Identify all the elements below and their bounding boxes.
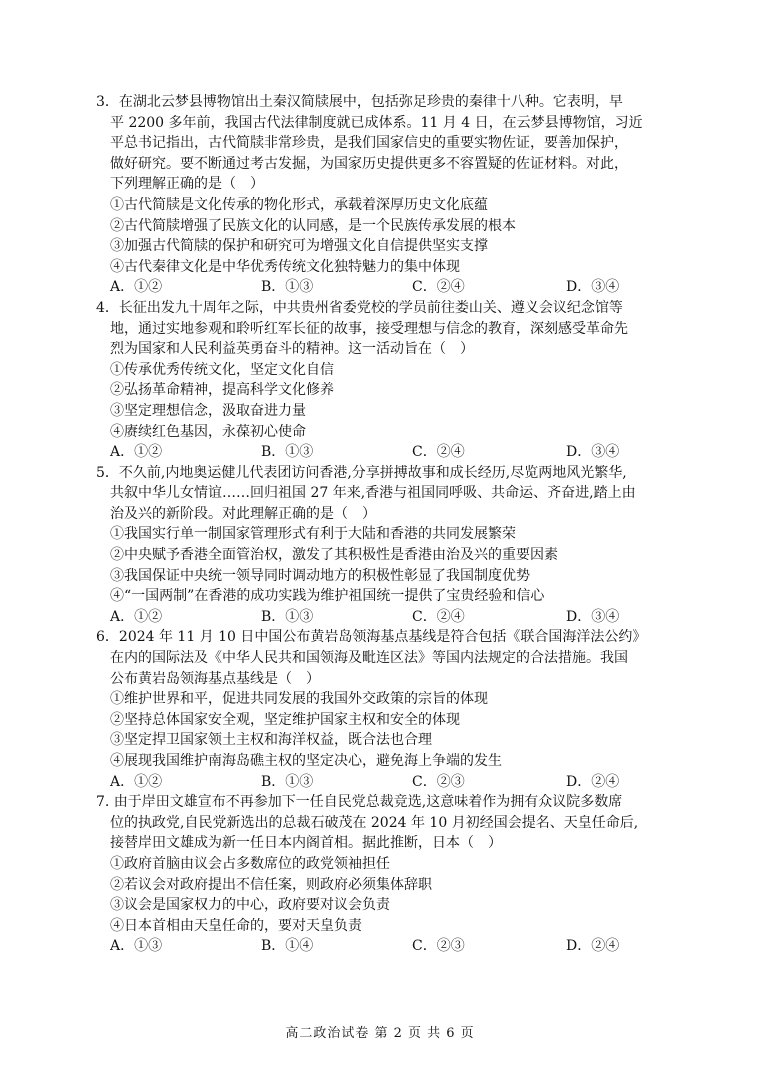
statement-option: ④“一国两制”在香港的成功实践为维护祖国统一提供了宝贵经验和信心 [110, 588, 545, 605]
statement-option: ③议会是国家权力的中心，政府要对议会负责 [110, 897, 390, 914]
choice-c: C．②④ [412, 444, 465, 461]
question-stem-line: 平总书记指出，古代简牍非常珍贵，是我们国家信史的重要实物佐证，要善加保护， [110, 135, 628, 152]
statement-option: ④日本首相由天皇任命的，要对天皇负责 [110, 917, 362, 934]
question-7 [96, 792, 688, 957]
choice-d: D．③④ [566, 608, 620, 625]
statement-option: ②弘扬革命精神，提高科学文化修养 [110, 382, 334, 399]
statement-option: ②中央赋予香港全面管治权，激发了其积极性是香港由治及兴的重要因素 [110, 547, 558, 564]
choice-b: B．①③ [261, 279, 314, 296]
statement-option: ③我国保证中央统一领导同时调动地方的积极性彰显了我国制度优势 [110, 567, 530, 584]
question-3 [96, 92, 688, 298]
choice-d: D．②④ [566, 773, 620, 790]
choice-b: B．①③ [261, 773, 314, 790]
question-stem-line: 平 2200 多年前，我国古代法律制度就已成体系。11 月 4 日，在云梦县博物馆，习近 [110, 114, 643, 131]
question-stem-line: 下列理解正确的是（ ） [110, 176, 264, 193]
choice-b: B．①③ [261, 444, 314, 461]
question-stem-line: 在内的国际法及《中华人民共和国领海及毗连区法》等国内法规定的合法措施。我国 [110, 650, 628, 667]
question-stem-line: 位的执政党,自民党新选出的总裁石破茂在 2024 年 10 月初经国会提名、天皇任命后, [110, 814, 639, 831]
question-stem-line: 4．长征出发九十周年之际，中共贵州省委党校的学员前往娄山关、遵义会议纪念馆等 [96, 299, 623, 316]
choice-a: A．①② [110, 444, 163, 461]
statement-option: ④赓续红色基因，永葆初心使命 [110, 423, 306, 440]
statement-option: ④展现我国维护南海岛礁主权的坚定决心，避免海上争端的发生 [110, 753, 502, 769]
statement-option: ②若议会对政府提出不信任案，则政府必须集体辞职 [110, 876, 432, 893]
choice-c: C．②③ [412, 938, 465, 955]
question-stem-line: 共叙中华儿女情谊……回归祖国 27 年来,香港与祖国同呼吸、共命运、齐奋进,踏上由 [110, 485, 636, 502]
statement-option: ①传承优秀传统文化，坚定文化自信 [110, 361, 334, 378]
statement-option: ④古代秦律文化是中华优秀传统文化独特魅力的集中体现 [110, 258, 460, 275]
answer-choices [96, 772, 688, 793]
choice-c: C．②④ [412, 279, 465, 296]
question-6 [96, 627, 688, 792]
question-stem-line: 公布黄岩岛领海基点基线是（ ） [110, 670, 320, 687]
answer-choices [96, 442, 688, 463]
statement-option: ②古代简牍增强了民族文化的认同感，是一个民族传承发展的根本 [110, 217, 516, 234]
page-footer: 高二政治试卷 第 2 页 共 6 页 [285, 1026, 475, 1041]
choice-d: D．③④ [566, 444, 620, 461]
statement-option: ①政府首脑由议会占多数席位的政党领袖担任 [110, 855, 390, 872]
choice-d: D．③④ [566, 279, 620, 296]
question-5 [96, 463, 688, 628]
choice-b: B．①③ [261, 608, 314, 625]
question-stem-line: 接替岸田文雄成为新一任日本内阁首相。据此推断，日本（ ） [110, 835, 502, 852]
questions-area [96, 92, 688, 957]
answer-choices [96, 277, 688, 298]
question-stem-line: 做好研究。要不断通过考古发掘，为国家历史提供更多不容置疑的佐证材料。对此， [110, 155, 628, 172]
question-stem-line: 3．在湖北云梦县博物馆出土秦汉简牍展中，包括弥足珍贵的秦律十八种。它表明，早 [96, 94, 623, 110]
question-stem-line: 治及兴的新阶段。对此理解正确的是（ ） [110, 505, 376, 522]
statement-option: ①古代简牍是文化传承的物化形式，承载着深厚历史文化底蕴 [110, 196, 488, 213]
question-stem-line: 6．2024 年 11 月 10 日中国公布黄岩岛领海基点基线是符合包括《联合国海洋法公约》 [96, 629, 647, 646]
choice-a: A．①② [110, 608, 163, 625]
statement-option: ①维护世界和平，促进共同发展的我国外交政策的宗旨的体现 [110, 691, 488, 708]
choice-b: B．①④ [261, 938, 314, 955]
choice-c: C．②③ [412, 773, 465, 790]
choice-a: A．①③ [110, 938, 163, 955]
question-stem-line: 地，通过实地参观和聆听红军长征的故事，接受理想与信念的教育，深刻感受革命先 [110, 320, 628, 337]
answer-choices [96, 607, 688, 628]
question-stem-line: 烈为国家和人民利益英勇奋斗的精神。这一活动旨在（ ） [110, 341, 474, 358]
choice-c: C．②④ [412, 608, 465, 625]
choice-a: A．①② [110, 773, 163, 790]
question-stem-line: 7. 由于岸田文雄宣布不再参加下一任自民党总裁竞选,这意味着作为拥有众议院多数席 [96, 794, 623, 811]
statement-option: ①我国实行单一制国家管理形式有利于大陆和香港的共同发展繁荣 [110, 526, 516, 543]
statement-option: ③坚定理想信念，汲取奋进力量 [110, 402, 306, 419]
choice-a: A．①② [110, 279, 163, 296]
choice-d: D．②④ [566, 938, 620, 955]
statement-option: ③坚定捍卫国家领土主权和海洋权益，既合法也合理 [110, 732, 432, 749]
answer-choices [96, 936, 688, 957]
statement-option: ②坚持总体国家安全观，坚定维护国家主权和安全的体现 [110, 711, 460, 728]
statement-option: ③加强古代简牍的保护和研究可为增强文化自信提供坚实支撑 [110, 238, 488, 255]
question-4 [96, 298, 688, 463]
question-stem-line: 5．不久前,内地奥运健儿代表团访问香港,分享拼搏故事和成长经历,尽览两地风光繁华, [96, 464, 627, 481]
